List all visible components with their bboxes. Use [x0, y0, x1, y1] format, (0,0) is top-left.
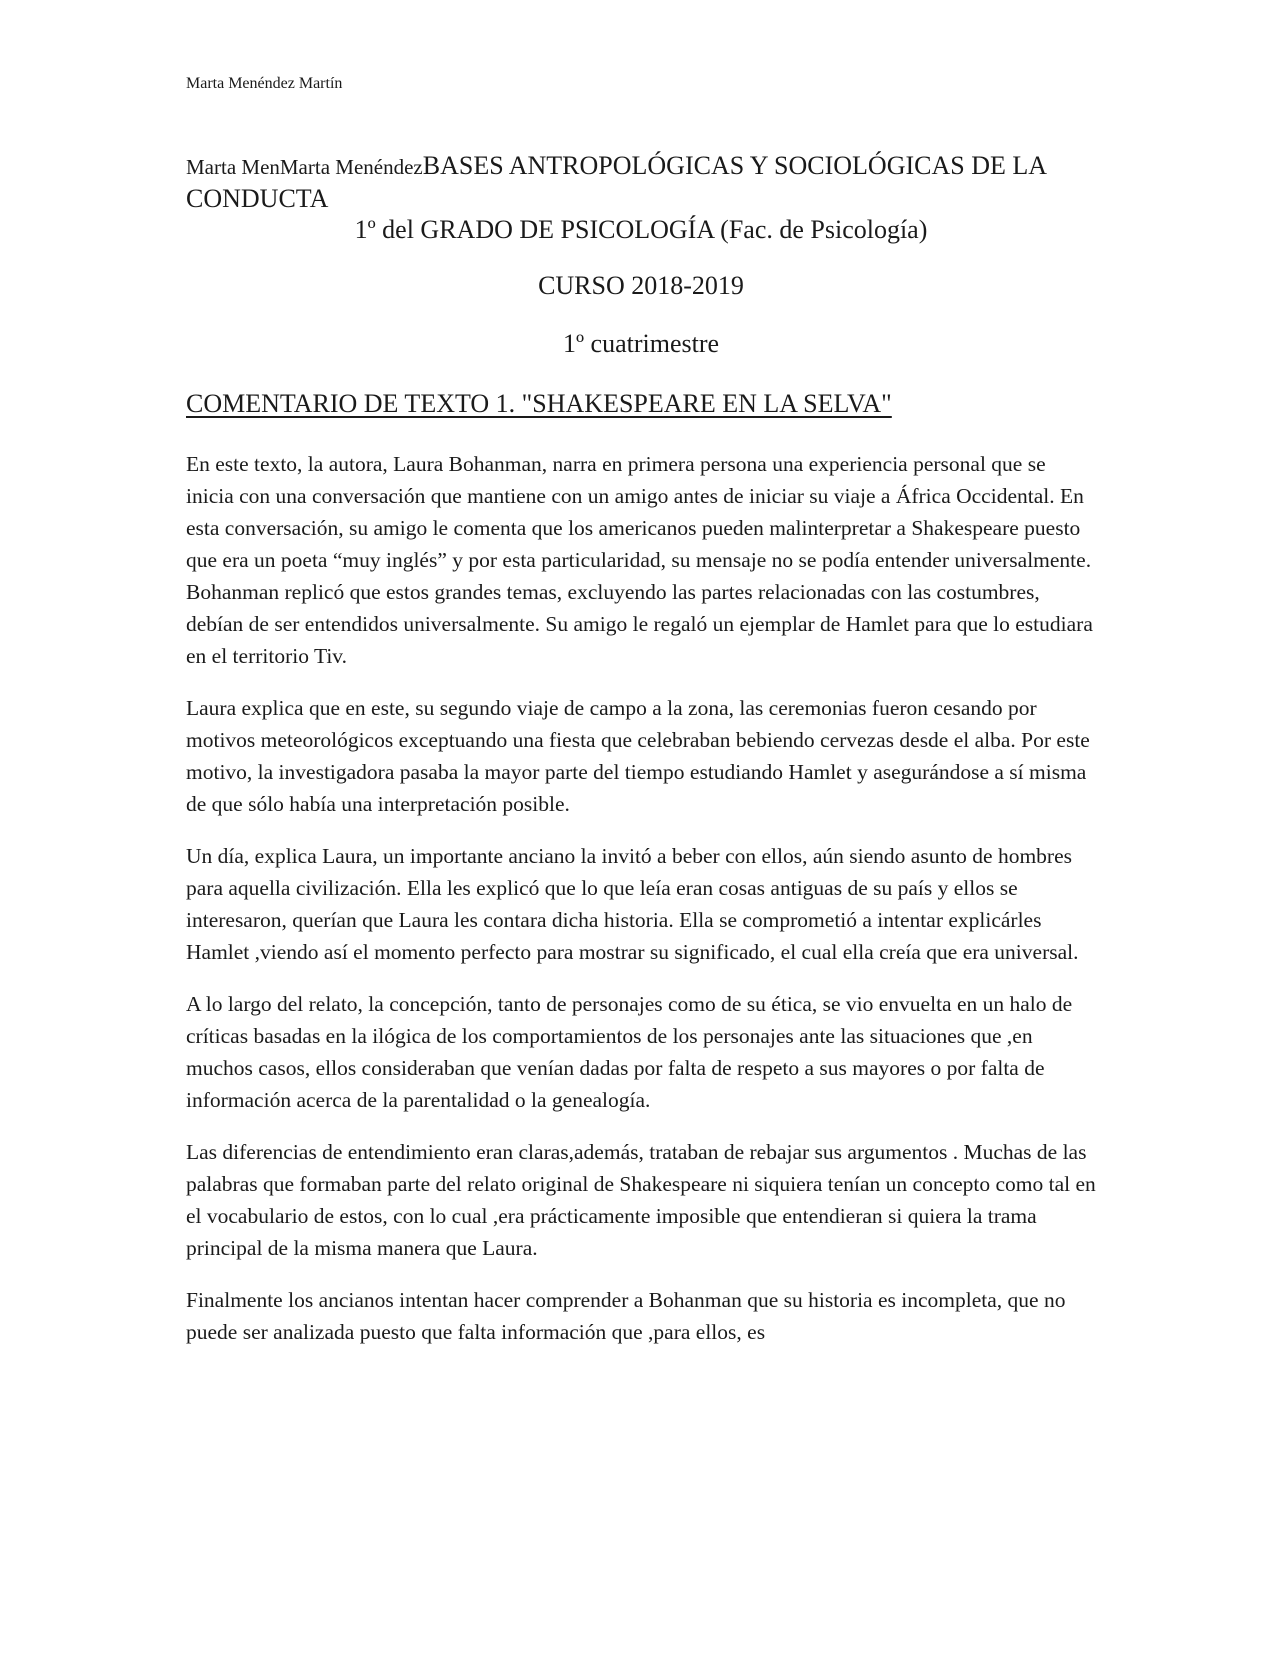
paragraph: Laura explica que en este, su segundo viaje de campo a la zona, las ceremonias fueron cesando por motivos meteorológicos exceptuando una fiesta que celebraban bebiendo cervezas desde el alba. Por este motivo, la investigadora pasaba la mayor parte del tiempo estudiando Hamlet y asegurándose a sí misma de que sólo había una interpretación posible.	[186, 696, 1090, 816]
paragraph: Finalmente los ancianos intentan hacer comprender a Bohanman que su historia es incompleta, que no puede ser analizada puesto que falta información que ,para ellos, es	[186, 1288, 1066, 1344]
paragraph: Un día, explica Laura, un importante anciano la invitó a beber con ellos, aún siendo asunto de hombres para aquella civilización. Ella les explicó que lo que leía eran cosas antiguas de su país y ellos se interesaron, querían que Laura les contara dicha historia. Ella se comprometió a intentar explicárles Hamlet ,viendo así el momento perfecto para mostrar su significado, el cual ella creía que era universal.	[186, 844, 1079, 964]
course-title-block	[186, 150, 1096, 215]
course-year: CURSO 2018-2019	[538, 271, 744, 300]
title-main: BASES ANTROPOLÓGICAS Y SOCIOLÓGICAS DE LA CONDUCTA	[186, 151, 1046, 213]
section-heading: COMENTARIO DE TEXTO 1. "SHAKESPEARE EN LA SELVA"	[186, 389, 892, 418]
page-header-author: Marta Menéndez Martín	[186, 75, 343, 92]
paragraph: En este texto, la autora, Laura Bohanman, narra en primera persona una experiencia personal que se inicia con una conversación que mantiene con un amigo antes de iniciar su viaje a África Occidental. En esta conversación, su amigo le comenta que los americanos pueden malinterpretar a Shakespeare puesto que era un poeta “muy inglés” y por esta particularidad, su mensaje no se podía entender universalmente. Bohanman replicó que estos grandes temas, excluyendo las partes relacionadas con las costumbres, debían de ser entendidos universalmente. Su amigo le regaló un ejemplar de Hamlet para que lo estudiara en el territorio Tiv.	[186, 452, 1093, 668]
body-text	[186, 448, 1098, 1368]
title-prefix: Marta MenMarta Menéndez	[186, 155, 423, 179]
paragraph: A lo largo del relato, la concepción, tanto de personajes como de su ética, se vio envuelta en un halo de críticas basadas en la ilógica de los comportamientos de los personajes ante las situaciones que ,en muchos casos, ellos consideraban que venían dadas por falta de respeto a sus mayores o por falta de información acerca de la parentalidad o la genealogía.	[186, 992, 1073, 1112]
degree-line: 1º del GRADO DE PSICOLOGÍA (Fac. de Psicología)	[354, 215, 928, 244]
paragraph: Las diferencias de entendimiento eran claras,además, trataban de rebajar sus argumentos . Muchas de las palabras que formaban parte del relato original de Shakespeare ni siquiera tenían un concepto como tal en el vocabulario de estos, con lo cual ,era prácticamente imposible que entendieran si quiera la trama principal de la misma manera que Laura.	[186, 1140, 1096, 1260]
course-title	[186, 150, 1096, 215]
semester: 1º cuatrimestre	[562, 329, 720, 358]
